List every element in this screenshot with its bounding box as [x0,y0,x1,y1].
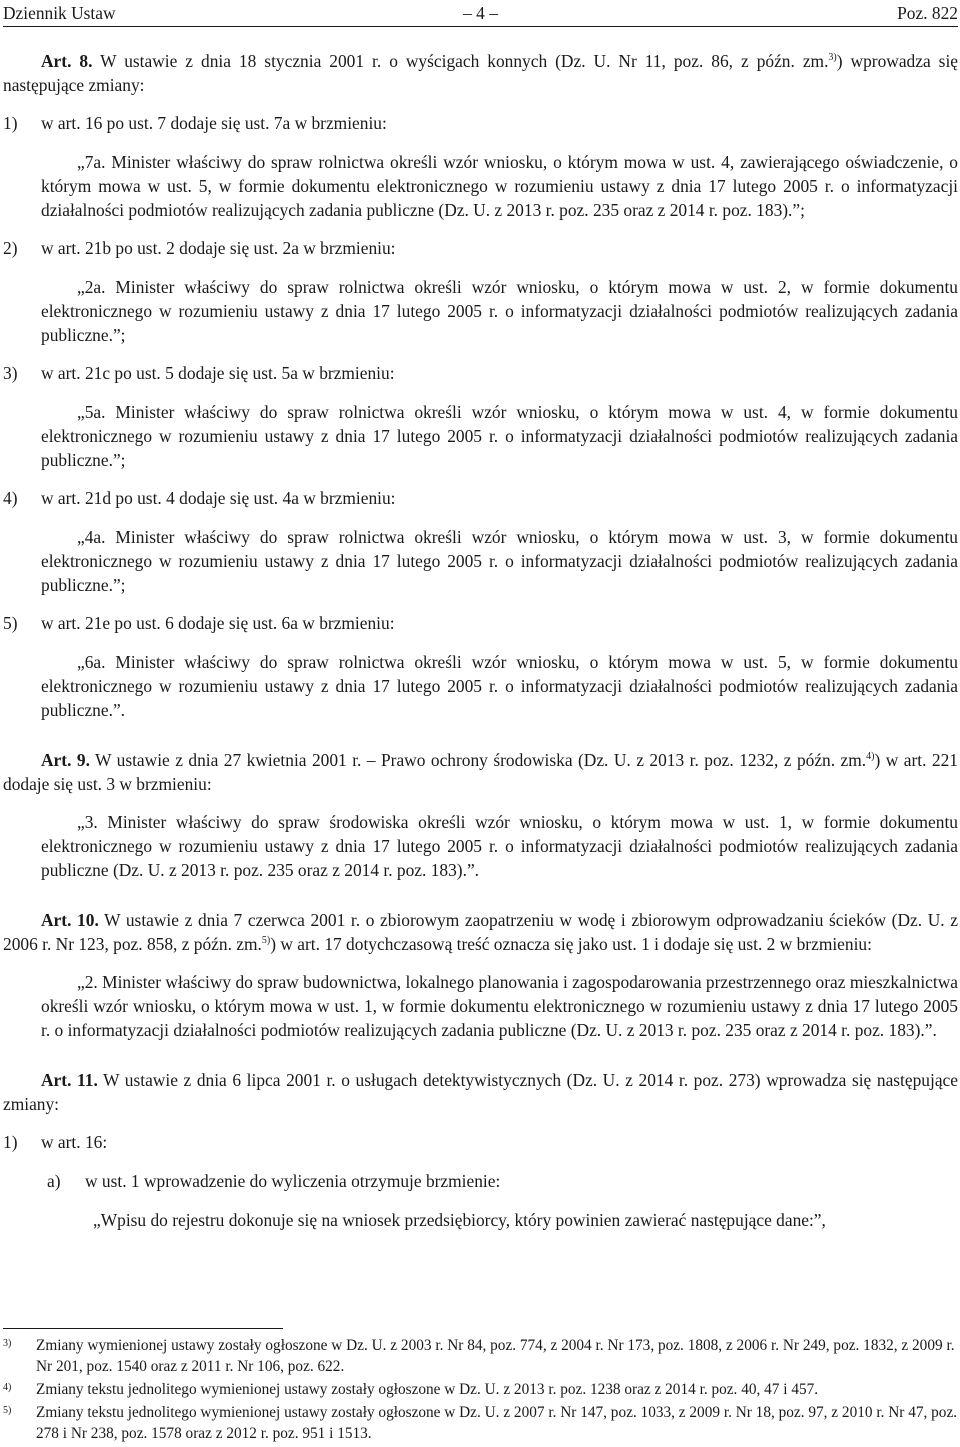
amendment-quote: „3. Minister właściwy do spraw środowiska określi wzór wniosku, o którym mowa w ust. 1, w formie dokumentu elektronicznego w rozumieniu ustawy z dnia 17 lutego 2005 r. o informatyzacji działalności podmiotów realizujących zadania publiczne (Dz. U. z 2013 r. poz. 235 oraz z 2014 r. poz. 183).”. [41,812,958,880]
footnote-divider [3,1328,283,1329]
page-number: – 4 – [463,3,498,23]
amendment-quote: „2a. Minister właściwy do spraw rolnictwa określi wzór wniosku, o którym mowa w ust. 2, w formie dokumentu elektronicznego w rozumieniu ustawy z dnia 17 lutego 2005 r. o informatyzacji działalności podmiotów realizujących zadania publiczne.”; [41,277,958,345]
article-8-title: Art. 8. [41,51,93,71]
article-9-intro: Art. 9. W ustawie z dnia 27 kwietnia 2001 r. – Prawo ochrony środowiska (Dz. U. z 2013 r. poz. 1232, z późn. zm.$^{4)}$) w art. 221 dodaje się ust. 3 w brzmieniu: [3,750,958,794]
article-8-intro: Art. 8. W ustawie z dnia 18 stycznia 2001 r. o wyścigach konnych (Dz. U. Nr 11, poz. 86, z późn. zm.$^{3)}$) wprowadza się następujące zmiany: [3,51,958,95]
list-item: 1) w art. 16: [3,1132,108,1152]
footnote: 5) Zmiany tekstu jednolitego wymienionej ustawy zostały ogłoszone w Dz. U. z 2007 r. Nr 147, poz. 1033, z 2009 r. Nr 18, poz. 97, z 2010 r. Nr 47, poz. 278 i Nr 238, poz. 1578 oraz z 2012 r. poz. 951 i 1513. [3,1404,958,1442]
footnote: 3) Zmiany wymienionej ustawy zostały ogłoszone w Dz. U. z 2003 r. Nr 84, poz. 774, z 2004 r. Nr 173, poz. 1808, z 2006 r. Nr 249, poz. 1832, z 2009 r. Nr 201, poz. 1540 oraz z 2011 r. Nr 106, poz. 622. [3,1337,955,1375]
journal-title: Dziennik Ustaw [3,3,116,23]
amendment-quote: „2. Minister właściwy do spraw budownictwa, lokalnego planowania i zagospodarowania przestrzennego oraz mieszkalnictwa określi wzór wniosku, o którym mowa w ust. 1, w formie dokumentu elektronicznego w rozumieniu ustawy z dnia 17 lutego 2005 r. o informatyzacji działalności podmiotów realizujących zadania publiczne (Dz. U. z 2013 r. poz. 235 oraz z 2014 r. poz. 183).”. [41,972,958,1040]
list-item: 4) w art. 21d po ust. 4 dodaje się ust. 4a w brzmieniu: [3,488,396,508]
amendment-quote: „7a. Minister właściwy do spraw rolnictwa określi wzór wniosku, o którym mowa w ust. 4, zawierającego oświadczenie, o którym mowa w ust. 5, w formie dokumentu elektronicznego w rozumieniu ustawy z dnia 17 lutego 2005 r. o informatyzacji działalności podmiotów realizujących zadania publiczne (Dz. U. z 2013 r. poz. 235 oraz z 2014 r. poz. 183).”; [41,152,958,220]
footnotes [3,1328,958,1446]
article-11-intro: Art. 11. W ustawie z dnia 6 lipca 2001 r. o usługach detektywistycznych (Dz. U. z 2014 r. poz. 273) wprowadza się następujące zmiany: [3,1070,958,1114]
article-10-title: Art. 10. [41,910,99,930]
amendment-quote: „5a. Minister właściwy do spraw rolnictwa określi wzór wniosku, o którym mowa w ust. 4, w formie dokumentu elektronicznego w rozumieniu ustawy z dnia 17 lutego 2005 r. o informatyzacji działalności podmiotów realizujących zadania publiczne.”; [41,402,958,470]
list-item: 3) w art. 21c po ust. 5 dodaje się ust. 5a w brzmieniu: [3,363,395,383]
position-number: Poz. 822 [897,3,958,23]
article-11-title: Art. 11. [41,1070,98,1090]
list-item: 2) w art. 21b po ust. 2 dodaje się ust. 2a w brzmieniu: [3,238,396,258]
list-item: 1) w art. 16 po ust. 7 dodaje się ust. 7a w brzmieniu: [3,113,387,133]
footnote-ref-3[interactable]: 3) [828,52,837,64]
sub-item: a) w ust. 1 wprowadzenie do wyliczenia otrzymuje brzmienie: [47,1171,501,1191]
article-9-title: Art. 9. [41,750,90,770]
page-header [3,0,958,27]
list-item: 5) w art. 21e po ust. 6 dodaje się ust. 6a w brzmieniu: [3,613,395,633]
footnote: 4) Zmiany tekstu jednolitego wymienionej ustawy zostały ogłoszone w Dz. U. z 2013 r. poz. 1238 oraz z 2014 r. poz. 40, 47 i 457. [3,1381,819,1398]
article-10-intro: Art. 10. W ustawie z dnia 7 czerwca 2001 r. o zbiorowym zaopatrzeniu w wodę i zbiorowym odprowadzaniu ścieków (Dz. U. z 2006 r. Nr 123, poz. 858, z późn. zm.$^{5)}$) w art. 17 dotychczasową treść oznacza się jako ust. 1 i dodaje się ust. 2 w brzmieniu: [3,910,958,954]
amendment-quote: „4a. Minister właściwy do spraw rolnictwa określi wzór wniosku, o którym mowa w ust. 3, w formie dokumentu elektronicznego w rozumieniu ustawy z dnia 17 lutego 2005 r. o informatyzacji działalności podmiotów realizujących zadania publiczne.”; [41,527,958,595]
amendment-quote: „6a. Minister właściwy do spraw rolnictwa określi wzór wniosku, o którym mowa w ust. 5, w formie dokumentu elektronicznego w rozumieniu ustawy z dnia 17 lutego 2005 r. o informatyzacji działalności podmiotów realizujących zadania publiczne.”. [41,652,958,720]
amendment-quote: „Wpisu do rejestru dokonuje się na wniosek przedsiębiorcy, który powinien zawierać następujące dane:”, [93,1210,826,1230]
footnote-ref-4[interactable]: 4) [866,751,875,763]
document-page [3,0,958,1242]
footnote-ref-5[interactable]: 5) [261,935,271,947]
